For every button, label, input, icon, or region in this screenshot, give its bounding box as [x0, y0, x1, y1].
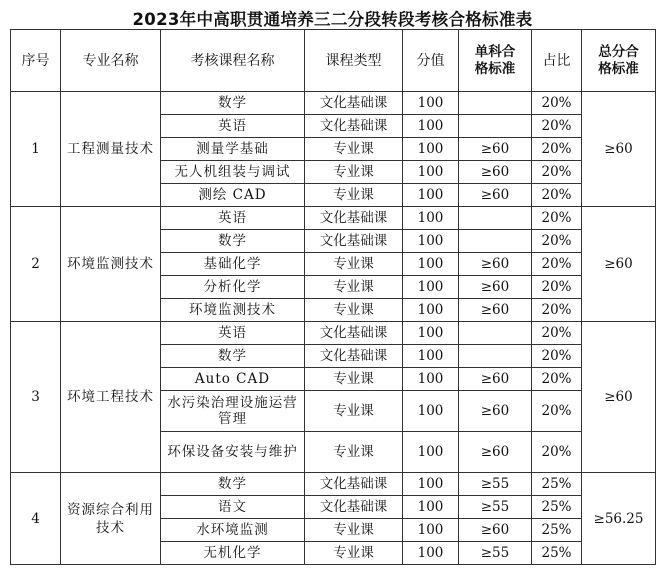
course-name: 无机化学: [161, 542, 305, 565]
course-name: Auto CAD: [161, 368, 305, 391]
course-type: 文化基础课: [305, 230, 403, 253]
course-type: 专业课: [305, 391, 403, 432]
single-standard: ≥55: [459, 542, 532, 565]
major-name: 工程测量技术: [61, 92, 161, 207]
course-type: 专业课: [305, 253, 403, 276]
ratio: 25%: [532, 473, 582, 496]
course-name: 水污染治理设施运营管理: [161, 391, 305, 432]
single-standard: ≥60: [459, 299, 532, 322]
table-row: [11, 207, 656, 230]
group-index: 3: [11, 322, 61, 473]
ratio: 20%: [532, 368, 582, 391]
score: 100: [403, 391, 459, 432]
ratio: 20%: [532, 391, 582, 432]
score: 100: [403, 92, 459, 115]
ratio: 25%: [532, 519, 582, 542]
header-type: 课程类型: [305, 30, 403, 92]
total-standard: ≥56.25: [582, 473, 656, 565]
single-standard: [459, 92, 532, 115]
ratio: 20%: [532, 92, 582, 115]
major-name: 环境工程技术: [61, 322, 161, 473]
score: 100: [403, 230, 459, 253]
table-row: [11, 473, 656, 496]
ratio: 20%: [532, 161, 582, 184]
header-single-standard: [459, 30, 532, 92]
score: 100: [403, 276, 459, 299]
header-total-line2: 格标准: [598, 60, 639, 77]
ratio: 20%: [532, 115, 582, 138]
course-name: 数学: [161, 345, 305, 368]
score: 100: [403, 322, 459, 345]
course-name: 环保设备安装与维护: [161, 432, 305, 473]
score: 100: [403, 253, 459, 276]
course-name: 英语: [161, 115, 305, 138]
course-type: 文化基础课: [305, 115, 403, 138]
course-name: 基础化学: [161, 253, 305, 276]
major-name: 资源综合利用技术: [61, 473, 161, 565]
group-index: 4: [11, 473, 61, 565]
score: 100: [403, 161, 459, 184]
course-type: 专业课: [305, 184, 403, 207]
single-standard: ≥60: [459, 184, 532, 207]
course-type: 专业课: [305, 161, 403, 184]
ratio: 20%: [532, 322, 582, 345]
course-type: 专业课: [305, 138, 403, 161]
single-standard: [459, 345, 532, 368]
course-name: 英语: [161, 322, 305, 345]
single-standard: [459, 322, 532, 345]
total-standard: ≥60: [582, 92, 656, 207]
single-standard: ≥60: [459, 161, 532, 184]
header-single-line2: 格标准: [474, 60, 516, 77]
course-type: 文化基础课: [305, 207, 403, 230]
ratio: 25%: [532, 542, 582, 565]
group-index: 1: [11, 92, 61, 207]
score: 100: [403, 138, 459, 161]
course-name: 水环境监测: [161, 519, 305, 542]
course-name: 测绘 CAD: [161, 184, 305, 207]
ratio: 20%: [532, 253, 582, 276]
course-name: 无人机组装与调试: [161, 161, 305, 184]
score: 100: [403, 207, 459, 230]
header-total-standard: [582, 30, 656, 92]
single-standard: ≥60: [459, 368, 532, 391]
ratio: 20%: [532, 207, 582, 230]
course-name: 环境监测技术: [161, 299, 305, 322]
course-name: 数学: [161, 92, 305, 115]
course-type: 专业课: [305, 519, 403, 542]
course-name: 数学: [161, 473, 305, 496]
single-standard: [459, 207, 532, 230]
total-standard: ≥60: [582, 207, 656, 322]
group-index: 2: [11, 207, 61, 322]
ratio: 20%: [532, 299, 582, 322]
page-title: 2023年中高职贯通培养三二分段转段考核合格标准表: [132, 10, 533, 29]
course-type: 专业课: [305, 432, 403, 473]
course-type: 专业课: [305, 299, 403, 322]
header-ratio: 占比: [532, 30, 582, 92]
table-row: [11, 92, 656, 115]
score: 100: [403, 473, 459, 496]
ratio: 20%: [532, 276, 582, 299]
header-score: 分值: [403, 30, 459, 92]
major-name: 环境监测技术: [61, 207, 161, 322]
course-name: 数学: [161, 230, 305, 253]
header-single-line1: 单科合: [474, 43, 516, 60]
course-type: 专业课: [305, 276, 403, 299]
score: 100: [403, 542, 459, 565]
score: 100: [403, 432, 459, 473]
score: 100: [403, 184, 459, 207]
single-standard: [459, 115, 532, 138]
header-total-line1: 总分合: [598, 43, 639, 60]
ratio: 20%: [532, 432, 582, 473]
score: 100: [403, 496, 459, 519]
ratio: 20%: [532, 184, 582, 207]
course-type: 文化基础课: [305, 496, 403, 519]
single-standard: ≥60: [459, 432, 532, 473]
total-standard: ≥60: [582, 322, 656, 473]
table-header-row: [11, 30, 656, 92]
ratio: 20%: [532, 345, 582, 368]
score: 100: [403, 368, 459, 391]
course-type: 文化基础课: [305, 322, 403, 345]
header-course: 考核课程名称: [161, 30, 305, 92]
table-row: [11, 322, 656, 345]
course-name: 英语: [161, 207, 305, 230]
score: 100: [403, 115, 459, 138]
qualification-standard-table: [10, 29, 656, 565]
course-type: 专业课: [305, 542, 403, 565]
score: 100: [403, 345, 459, 368]
course-name: 分析化学: [161, 276, 305, 299]
course-type: 文化基础课: [305, 92, 403, 115]
score: 100: [403, 299, 459, 322]
single-standard: ≥60: [459, 138, 532, 161]
course-type: 专业课: [305, 368, 403, 391]
header-major: 专业名称: [61, 30, 161, 92]
single-standard: ≥60: [459, 276, 532, 299]
single-standard: ≥55: [459, 473, 532, 496]
single-standard: ≥60: [459, 519, 532, 542]
single-standard: ≥55: [459, 496, 532, 519]
single-standard: ≥60: [459, 391, 532, 432]
course-type: 文化基础课: [305, 473, 403, 496]
ratio: 20%: [532, 230, 582, 253]
score: 100: [403, 519, 459, 542]
course-name: 测量学基础: [161, 138, 305, 161]
course-name: 语文: [161, 496, 305, 519]
single-standard: ≥60: [459, 253, 532, 276]
single-standard: [459, 230, 532, 253]
course-type: 文化基础课: [305, 345, 403, 368]
ratio: 20%: [532, 138, 582, 161]
header-index: 序号: [11, 30, 61, 92]
ratio: 25%: [532, 496, 582, 519]
